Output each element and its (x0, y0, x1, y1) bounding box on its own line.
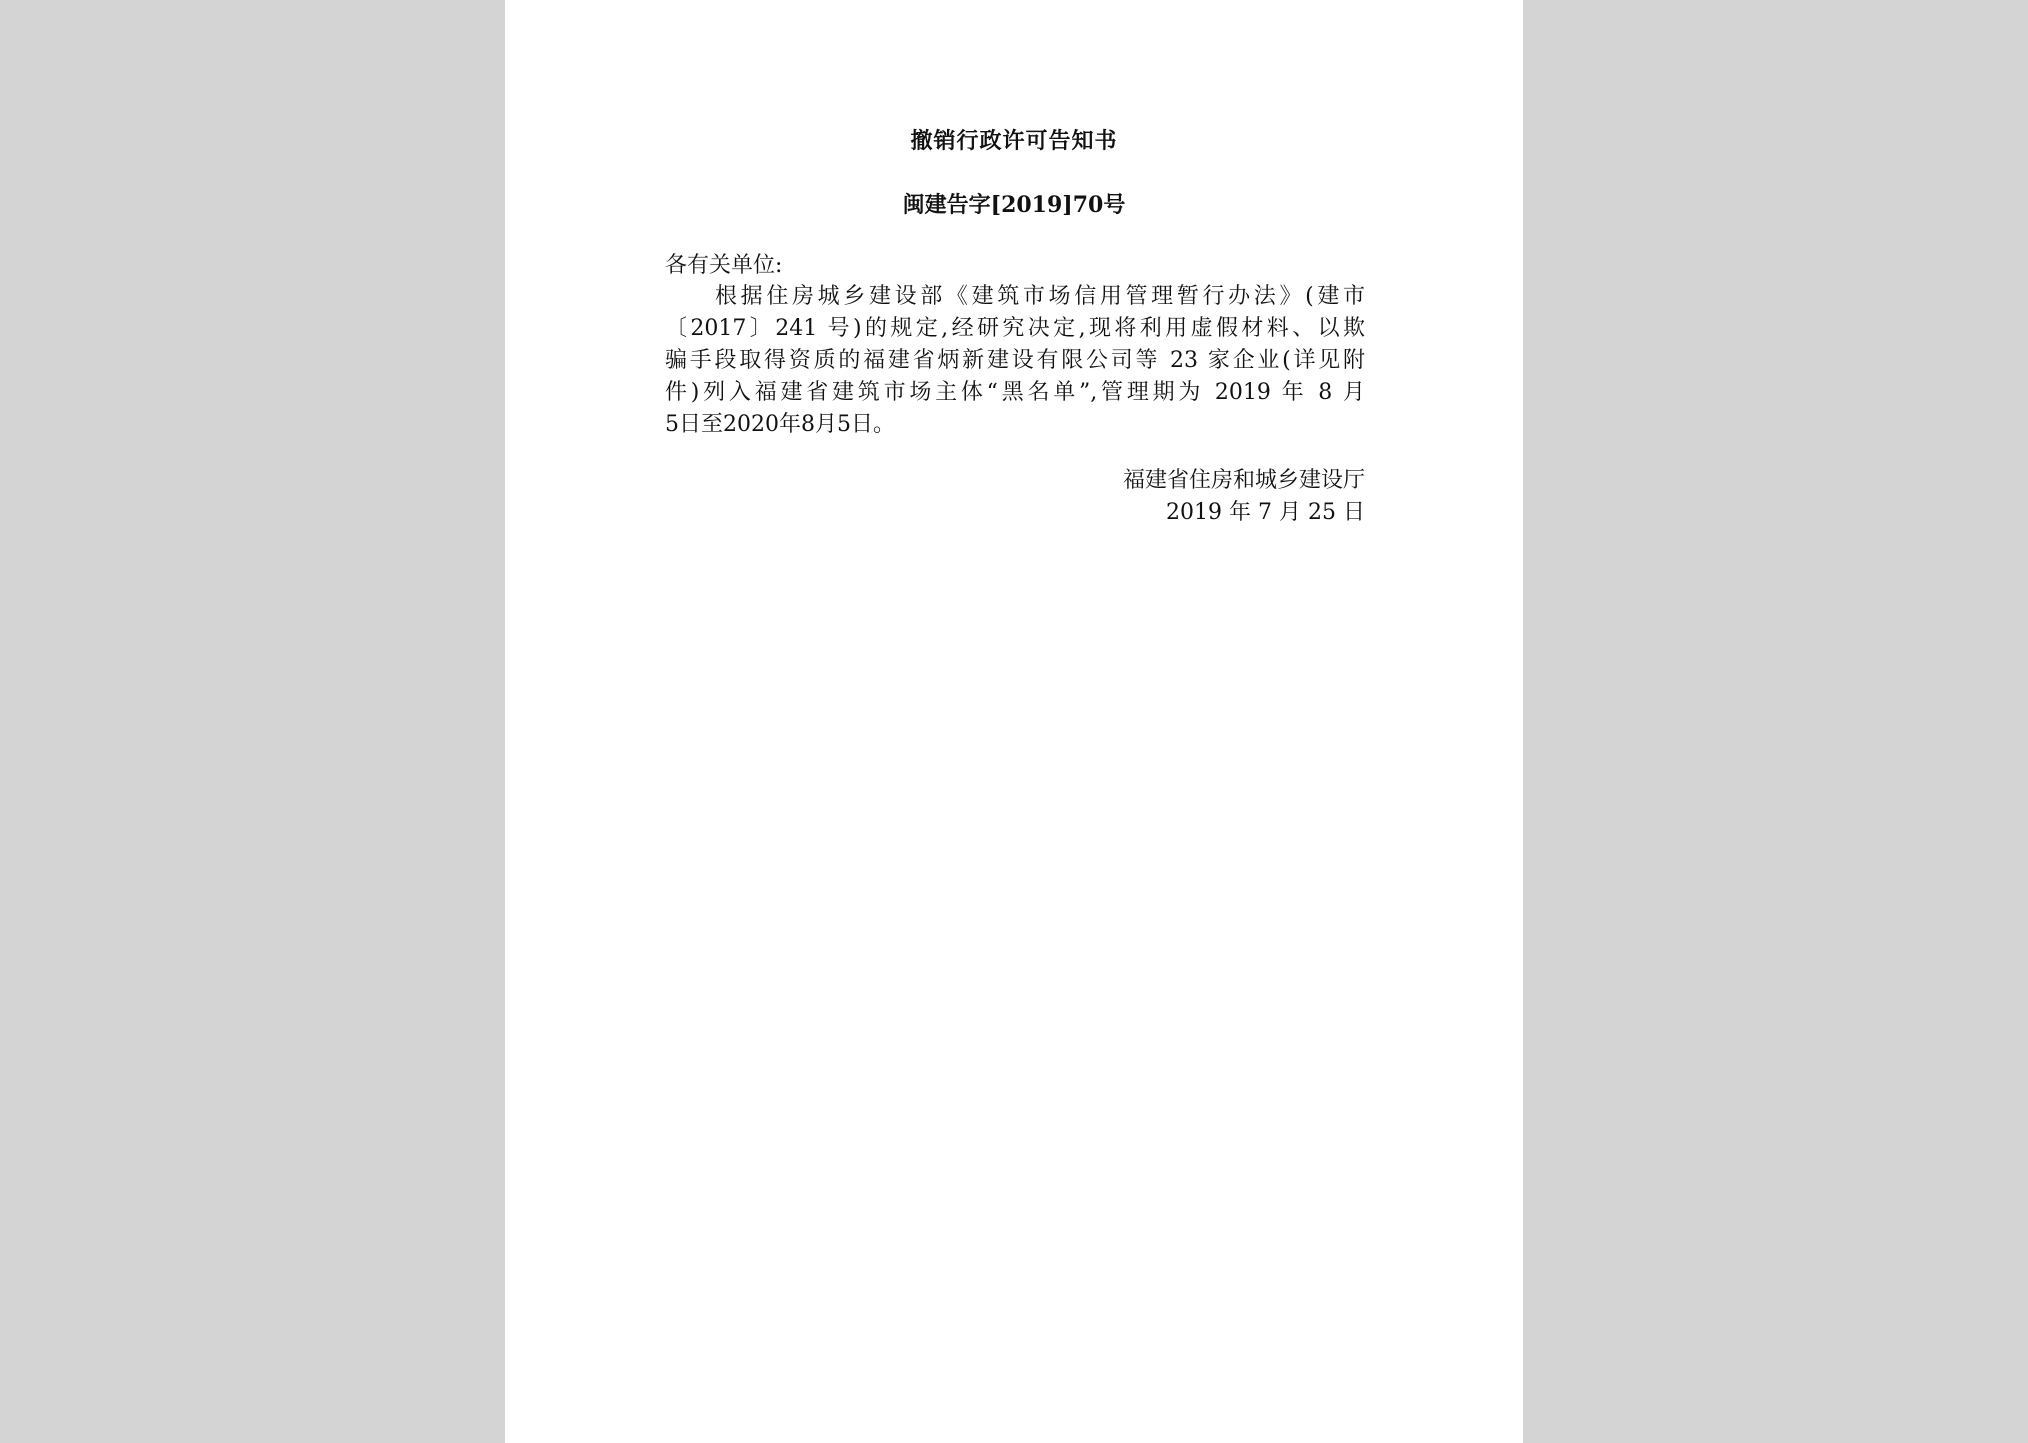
signature-block (1005, 465, 1365, 529)
document-title: 撤销行政许可告知书 (910, 128, 1118, 154)
salutation: 各有关单位: (665, 253, 783, 278)
document-number: 闽建告字[2019]70号 (902, 192, 1126, 218)
body-line: 〔2017〕241 号)的规定,经研究决定,现将利用虚假材料、以欺 (665, 316, 1365, 341)
body-line: 根据住房城乡建设部《建筑市场信用管理暂行办法》(建市 (715, 284, 1365, 309)
body-line: 5日至2020年8月5日。 (665, 412, 895, 437)
body-line: 骗手段取得资质的福建省炳新建设有限公司等 23 家企业(详见附 (665, 348, 1365, 373)
body-line: 件)列入福建省建筑市场主体“黑名单”,管理期为 2019 年 8 月 (665, 380, 1365, 405)
signature-date: 2019 年 7 月 25 日 (1166, 500, 1365, 525)
document-page (505, 0, 1523, 1443)
body-paragraph (665, 281, 1365, 441)
signature-organization: 福建省住房和城乡建设厅 (1122, 468, 1365, 493)
